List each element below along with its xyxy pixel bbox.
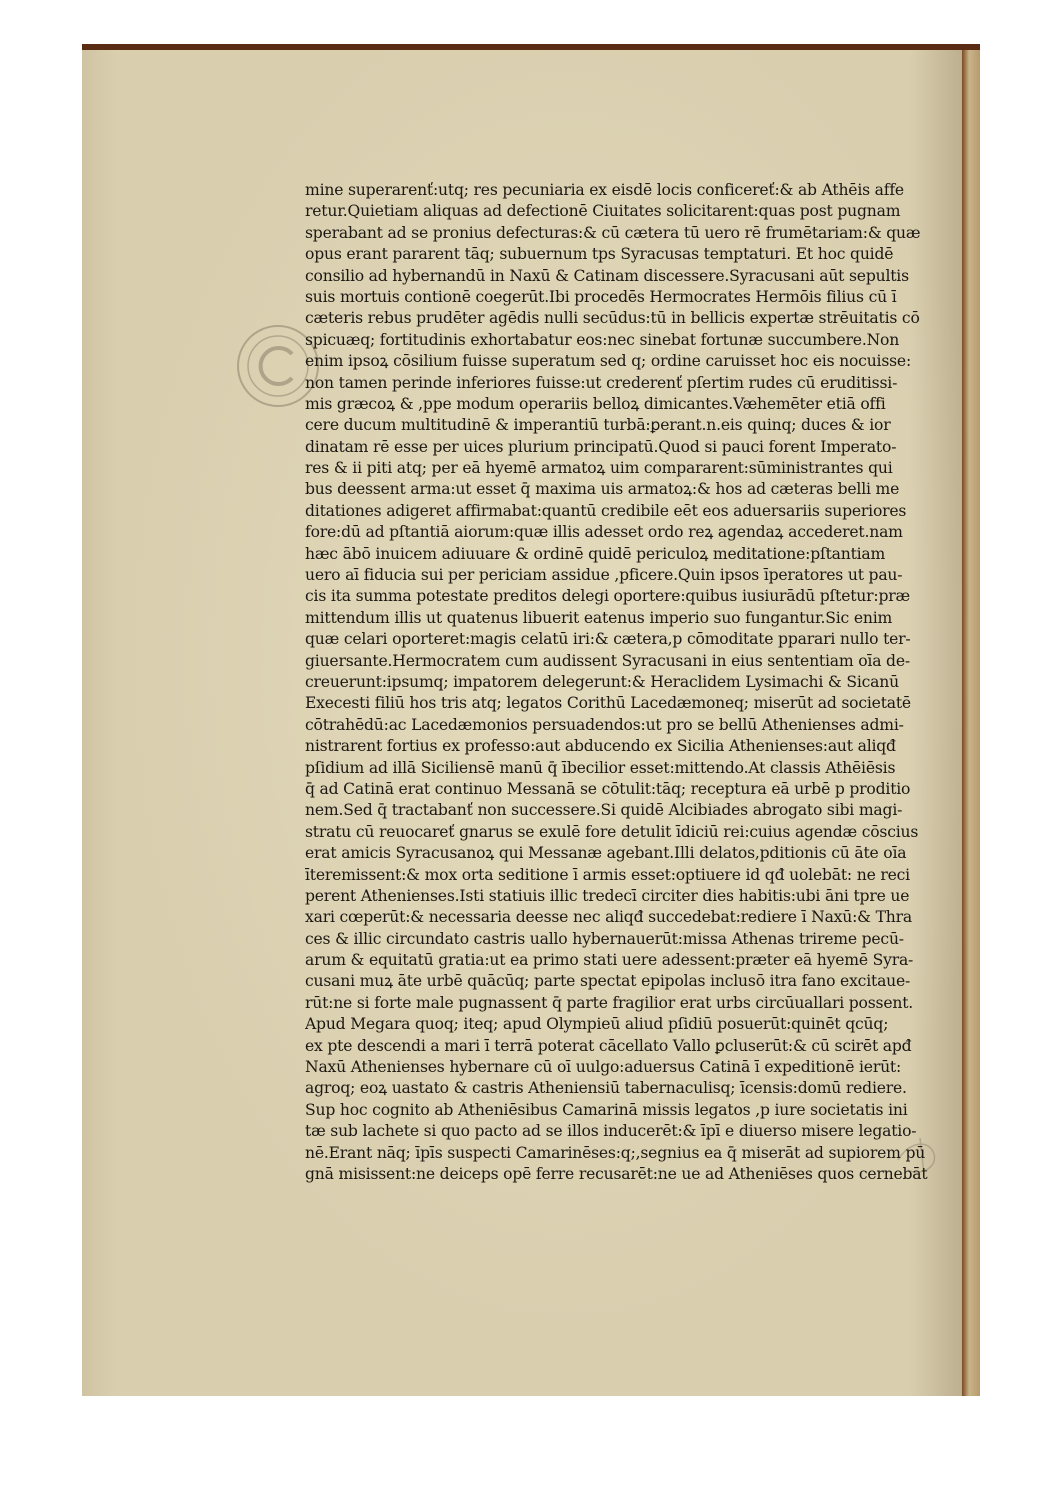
text-line: ditationes adigeret affirmabat:quantū credibile eēt eos aduersariis superiores (305, 501, 907, 520)
text-line: tæ sub lachete si quo pacto ad se illos inducerēt:& īpī e diuerso misere legatio- (305, 1122, 917, 1141)
text-line: cōtrahēdū:ac Lacedæmonios persuadendos:ut pro se bellū Athenienses admi- (305, 715, 904, 734)
text-line: perent Athenienses.Isti statiuis illic tredecī circiter dies habitis:ubi āni tpre ue (305, 886, 910, 905)
text-line: quæ celari oporteret:magis celatū iri:& cætera,p cōmoditate pparari nullo ter- (305, 630, 911, 649)
text-line: mine superarenť:utq; res pecuniaria ex eisdē locis conficereť:& ab Athēis affe (305, 181, 904, 199)
text-line: Naxū Athenienses hybernare cū oī uulgo:aduersus Catinā ī expeditionē ierūt: (305, 1058, 902, 1077)
text-line: arum & equitatū gratia:ut ea primo stati uere adessent:præter eā hyemē Syra- (305, 951, 914, 970)
text-line: nistrarent fortius ex professo:aut abducendo ex Sicilia Athenienses:aut aliqđ (305, 737, 896, 756)
text-line: rūt:ne si forte male pugnassent q̄ parte fragilior erat urbs circūuallari possent. (305, 993, 914, 1012)
text-line: hæc ābō inuicem adiuuare & ordinē quidē periculoꝝ meditatione:pſtantiam (305, 544, 886, 563)
text-line: nē.Erant nāq; īpīs suspecti Camarinēses:q;,segnius ea q̄ miserāt ad supiorem pū (305, 1143, 926, 1162)
text-line: īteremissent:& mox orta seditione ī armis esset:optiuere id qđ uolebāt: ne reci (305, 865, 910, 884)
text-line: ex pte descendi a mari ī terrā poterat cācellato Vallo ꝑcluserūt:& cū scirēt apđ (305, 1036, 912, 1055)
text-line: cere ducum multitudinē & imperantiū turbā:ꝑerant.n.eis quinq; duces & ior (305, 416, 891, 435)
text-line: spicuæq; fortitudinis exhortabatur eos:nec sinebat fortunæ succumbere.Non (305, 330, 900, 349)
text-column (305, 180, 945, 1185)
text-line: erat amicis Syracusanoꝝ qui Messanæ agebant.Illi delatos,pditionis cū āte oīa (305, 844, 907, 863)
page-edge (962, 50, 980, 1396)
text-line: gnā misissent:ne deiceps opē ferre recusarēt:ne ue ad Atheniēses quos cernebāt (305, 1164, 928, 1183)
text-line: suis mortuis contionē coegerūt.Ibi procedēs Hermocrates Hermōis filius cū ī (305, 287, 897, 306)
text-line: cæteris rebus prudēter agēdis nulli secūdus:tū in bellicis expertæ strēuitatis cō (305, 309, 920, 328)
text-line: giuersante.Hermocratem cum audissent Syracusani in eius sententiam oīa de- (305, 651, 910, 670)
text-line: cis ita summa potestate preditos delegi oportere:quibus iusiurādū pſtetur:præ (305, 587, 910, 606)
text-line: mittendum illis ut quatenus libuerit eatenus imperio suo fungantur.Sic enim (305, 608, 893, 627)
text-line: dinatam rē esse per uices plurium principatū.Quod si pauci forent Imperato- (305, 437, 897, 456)
text-line: fore:dū ad pſtantiā aiorum:quæ illis adesset ordo reꝝ agendaꝝ accederet.nam (305, 523, 903, 542)
text-line: retur.Quietiam aliquas ad defectionē Ciuitates solicitarent:quas post pugnam (305, 202, 901, 221)
text-line: res & ii piti atq; per eā hyemē armatoꝝ uim compararent:sūministrantes qui (305, 459, 893, 478)
text-line: uero aī fiducia sui per periciam assidue ,pficere.Quin ipsos īperatores ut pau- (305, 566, 903, 585)
text-line: pſidium ad illā Siciliensē manū q̄ ībecilior esset:mittendo.At classis Athēiēsis (305, 758, 896, 777)
text-line: Apud Megara quoq; iteq; apud Olympieū aliud pſidiū posuerūt:quinēt qcūq; (305, 1015, 889, 1034)
text-line: cusani muꝝ āte urbē quācūq; parte spectat epipolas inclusō itra fano excitaue- (305, 972, 911, 991)
text-line: enim ipsoꝝ cōsilium fuisse superatum sed q; ordine caruisset hoc eis nocuisse: (305, 352, 912, 371)
text-line: stratu cū reuocareť gnarus se exulē fore detulit īdiciū rei:cuius agendæ cōscius (305, 822, 919, 841)
text-line: q̄ ad Catinā erat continuo Messanā se cōtulit:tāq; receptura eā urbē p proditio (305, 779, 911, 798)
text-line: Execesti filiū hos tris atq; legatos Corithū Lacedæmoneq; miserūt ad societatē (305, 694, 911, 713)
text-line: non tamen perinde inferiores fuisse:ut crederenť pſertim rudes cū eruditissi- (305, 373, 898, 392)
text-line: agroq; eoꝝ uastato & castris Atheniensiū tabernaculisq; īcensis:domū rediere. (305, 1079, 907, 1098)
text-line: xari cœperūt:& necessaria deesse nec aliqđ succedebat:rediere ī Naxū:& Thra (305, 908, 912, 927)
text-line: mis græcoꝝ & ,ppe modum operariis belloꝝ dimicantes.Væhemēter etiā offi (305, 394, 886, 413)
text-line: nem.Sed q̄ tractabanť non successere.Si quidē Alcibiades abrogato sibi magi- (305, 801, 903, 820)
text-line: opus erant pararent tāq; subuernum tps Syracusas temptaturi. Et hoc quidē (305, 245, 894, 264)
text-line: Sup hoc cognito ab Atheniēsibus Camarinā missis legatos ,p iure societatis ini (305, 1100, 908, 1119)
text-line: ces & illic circundato castris uallo hybernauerūt:missa Athenas trireme pecū- (305, 929, 904, 948)
text-line: sperabant ad se pronius defecturas:& cū cætera tū uero rē frumētariam:& quæ (305, 223, 921, 242)
text-line: bus deessent arma:ut esset q̄ maxima uis armatoꝝ:& hos ad cæteras belli me (305, 480, 900, 499)
text-line: creuerunt:ipsumq; impatorem delegerunt:& Heraclidem Lysimachi & Sicanū (305, 672, 899, 691)
text-line: consilio ad hybernandū in Naxū & Catinam discessere.Syracusani aūt sepultis (305, 266, 909, 285)
